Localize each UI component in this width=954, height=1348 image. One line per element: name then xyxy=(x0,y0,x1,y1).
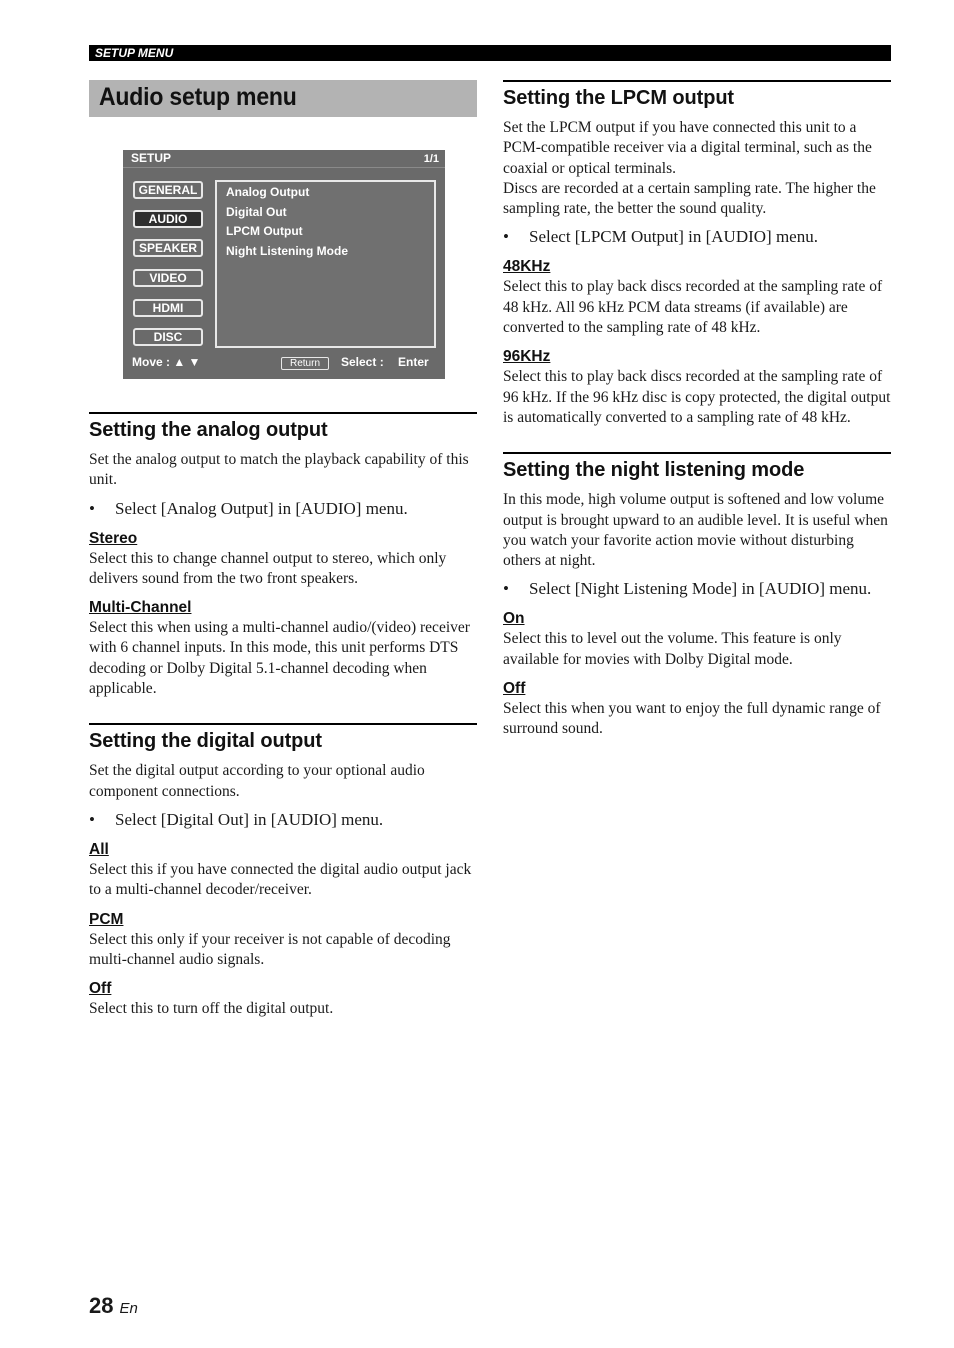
section-intro: Set the digital output according to your optional audio component connections. xyxy=(89,762,425,800)
osd-divider xyxy=(123,167,445,168)
osd-tab-speaker: SPEAKER xyxy=(133,239,203,257)
section-heading: Setting the digital output xyxy=(89,730,322,753)
instruction-bullet: • Select [Night Listening Mode] in [AUDIO] menu. xyxy=(503,579,872,599)
language-code: En xyxy=(119,1300,138,1317)
option-text: Select this to play back discs recorded at the sampling rate of 48 kHz. All 96 kHz PCM data streams (if available) are converted to the sampling rate of 48 kHz. xyxy=(503,278,883,337)
osd-tab-hdmi: HDMI xyxy=(133,299,203,317)
section-intro-2: Discs are recorded at a certain sampling rate. The higher the sampling rate, the better the sound quality. xyxy=(503,179,876,218)
right-column xyxy=(503,80,891,740)
osd-menu-list xyxy=(215,180,436,348)
osd-move-hint: Move : ▲ ▼ xyxy=(132,355,201,369)
osd-enter-hint: Enter xyxy=(398,355,429,369)
option-label-stereo: Stereo xyxy=(89,529,138,547)
instruction-bullet: • Select [LPCM Output] in [AUDIO] menu. xyxy=(503,227,818,247)
option-text: Select this to play back discs recorded at the sampling rate of 96 kHz. If the 96 kHz disc is copy protected, the digital output is automatically converted to a sampling rate of 48 kHz. xyxy=(503,368,891,426)
section-intro: Set the LPCM output if you have connected this unit to a PCM-compatible receiver via a digital terminal, such as the coaxial or optical terminals. xyxy=(503,119,872,177)
osd-item-digital-out: Digital Out xyxy=(226,205,287,219)
instruction-bullet: • Select [Analog Output] in [AUDIO] menu. xyxy=(89,498,408,518)
section-intro: In this mode, high volume output is softened and low volume output is brought upward to an audible level. It is useful when you watch your favorite action movie without disturbing others at night. xyxy=(503,491,888,570)
option-text: Select this to change channel output to stereo, which only delivers sound from the two front speakers. xyxy=(89,549,447,587)
section-digital-output xyxy=(89,723,477,1019)
option-text: Select this when using a multi-channel audio/(video) receiver with 6 channel inputs. In this mode, this unit performs DTS decoding or Dolby Digital 5.1-channel decoding when applicable. xyxy=(89,619,470,698)
osd-tab-general: GENERAL xyxy=(133,181,203,199)
option-label-on: On xyxy=(503,610,525,628)
section-analog-output xyxy=(89,412,477,699)
section-label: SETUP MENU xyxy=(95,46,174,60)
option-text: Select this only if your receiver is not capable of decoding multi-channel audio signals. xyxy=(89,930,451,968)
osd-title: SETUP xyxy=(131,151,172,165)
section-heading: Setting the night listening mode xyxy=(503,459,805,482)
osd-return-key: Return xyxy=(281,357,329,370)
option-text: Select this to level out the volume. This feature is only available for movies with Dolby Digital mode. xyxy=(503,630,842,668)
option-label-pcm: PCM xyxy=(89,910,124,928)
section-heading: Setting the analog output xyxy=(89,419,328,441)
option-label-multi-channel: Multi-Channel xyxy=(89,599,192,617)
page-number: 28 xyxy=(89,1293,114,1318)
osd-tab-disc: DISC xyxy=(133,328,203,346)
bullet-text: Select [Digital Out] in [AUDIO] menu. xyxy=(115,809,384,829)
bullet-text: Select [Night Listening Mode] in [AUDIO] menu. xyxy=(529,579,872,599)
section-night-listening xyxy=(503,452,891,739)
page-title-box xyxy=(89,80,477,117)
osd-page-indicator: 1/1 xyxy=(423,153,439,165)
option-label-48khz: 48KHz xyxy=(503,258,551,276)
osd-tab-video: VIDEO xyxy=(133,269,203,287)
option-text: Select this when you want to enjoy the full dynamic range of surround sound. xyxy=(503,700,881,738)
option-text: Select this if you have connected the digital audio output jack to a multi-channel decoder/receiver. xyxy=(89,860,472,899)
section-intro: Set the analog output to match the playback capability of this unit. xyxy=(89,451,469,489)
page-footer xyxy=(89,1293,138,1319)
osd-tab-audio: AUDIO xyxy=(133,210,203,228)
section-heading: Setting the LPCM output xyxy=(503,87,734,109)
osd-screenshot xyxy=(123,150,445,379)
bullet-text: Select [LPCM Output] in [AUDIO] menu. xyxy=(529,227,818,247)
osd-item-lpcm-output: LPCM Output xyxy=(226,224,303,238)
left-column xyxy=(89,80,477,1019)
osd-select-hint: Select : xyxy=(341,355,384,369)
osd-item-analog-output: Analog Output xyxy=(226,185,310,199)
bullet-text: Select [Analog Output] in [AUDIO] menu. xyxy=(115,498,408,518)
osd-item-night-listening: Night Listening Mode xyxy=(226,244,348,258)
section-lpcm-output xyxy=(503,80,891,428)
option-label-off: Off xyxy=(89,980,112,998)
option-label-96khz: 96KHz xyxy=(503,348,551,366)
section-header-bar xyxy=(89,45,891,61)
page-title: Audio setup menu xyxy=(99,83,297,111)
option-label-all: All xyxy=(89,840,109,858)
option-text: Select this to turn off the digital output. xyxy=(89,1000,334,1018)
option-label-off: Off xyxy=(503,680,526,698)
instruction-bullet: • Select [Digital Out] in [AUDIO] menu. xyxy=(89,809,384,829)
